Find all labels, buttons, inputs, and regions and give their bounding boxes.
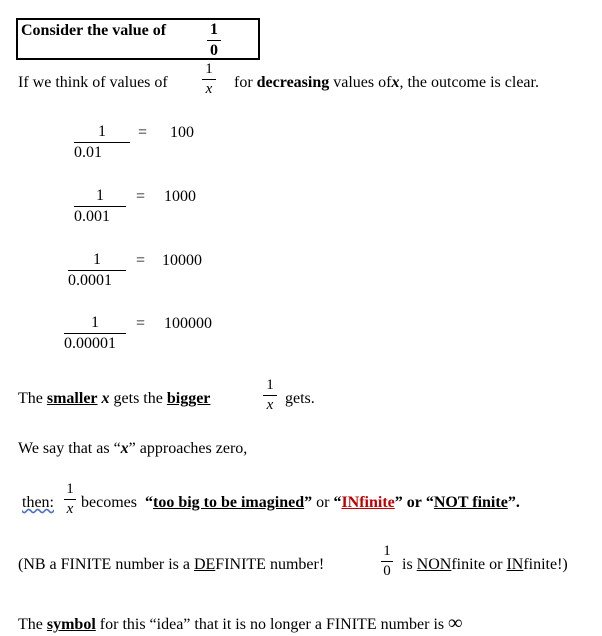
example-3-fraction: [68, 252, 126, 289]
nb-finite-rest: FINITE number!: [215, 556, 325, 573]
nb-non: NON: [416, 556, 452, 573]
heading-frac-num: 1: [210, 21, 218, 38]
approach-post: ” approaches zero,: [128, 440, 248, 457]
then-fraction: [64, 482, 76, 517]
smaller-post: gets.: [285, 390, 315, 407]
then-frac-bar: [64, 499, 76, 500]
smaller-bigger-line: [18, 390, 210, 408]
smaller-frac-den: x: [266, 397, 274, 413]
nb-pre: (NB a FINITE number is a: [18, 556, 190, 573]
then-q3-open: “: [425, 494, 434, 511]
approach-line: [18, 440, 247, 458]
infinite-rest: finite: [359, 494, 395, 511]
heading-text: Consider the value of: [21, 22, 167, 39]
example-4-result: 100000: [164, 315, 212, 332]
example-2-bar: [74, 206, 126, 207]
example-3-den: 0.0001: [68, 272, 112, 289]
intro-post2: , the outcome is clear.: [399, 74, 539, 91]
example-2-eq: =: [136, 188, 146, 205]
heading-frac-bar: [207, 40, 221, 41]
symbol-pre: The: [18, 616, 43, 633]
smaller-fraction: [263, 378, 277, 413]
symbol-word: symbol: [46, 616, 96, 633]
smaller-pre: The: [18, 390, 43, 407]
symbol-line: [18, 612, 462, 635]
smaller-x: x: [101, 390, 110, 407]
then-q2-open: “: [333, 494, 342, 511]
heading-fraction: [207, 22, 221, 59]
example-3-num: 1: [93, 251, 101, 268]
example-1-fraction: [74, 124, 130, 161]
too-big-text: too big to be imagined: [152, 494, 305, 511]
then-frac-num: 1: [66, 481, 74, 497]
heading-frac-den: 0: [210, 42, 218, 59]
intro-fraction: [202, 62, 216, 97]
then-or1: or: [316, 494, 330, 511]
smaller-word: smaller: [46, 390, 98, 407]
approach-x: x: [120, 440, 129, 457]
example-1-bar: [74, 142, 130, 143]
intro-frac-num: 1: [205, 61, 213, 77]
nb-line: [18, 556, 324, 574]
smaller-frac-num: 1: [266, 377, 274, 393]
smaller-frac-bar: [263, 395, 277, 396]
nb-inrest: finite!): [523, 556, 568, 573]
nb-frac-num: 1: [383, 543, 391, 559]
infinite-in: IN: [341, 494, 360, 511]
symbol-post: for this “idea” that it is no longer a FINITE number is: [99, 616, 445, 633]
intro-pre: If we think of values of: [18, 74, 168, 91]
nb-frac-den: 0: [383, 563, 391, 579]
then-word: then:: [22, 494, 54, 511]
then-line-rest: [81, 494, 520, 512]
nb-fraction: [381, 544, 393, 579]
example-1-result: 100: [170, 124, 194, 141]
nb-line-rest: [402, 556, 568, 574]
nb-nonrest: finite or: [451, 556, 503, 573]
then-or2: or: [406, 494, 422, 511]
example-4-den: 0.00001: [64, 335, 116, 352]
example-4-num: 1: [91, 314, 99, 331]
intro-line: [18, 74, 168, 92]
nb-is: is: [402, 556, 413, 573]
example-3-result: 10000: [162, 252, 202, 269]
nb-frac-bar: [381, 561, 393, 562]
then-q3-close: ”.: [507, 494, 520, 511]
then-frac-den: x: [66, 501, 74, 517]
smaller-mid: gets the: [113, 390, 163, 407]
intro-decreasing: decreasing: [256, 74, 330, 91]
bigger-word: bigger: [166, 390, 211, 407]
example-3-eq: =: [136, 252, 146, 269]
intro-frac-bar: [202, 79, 216, 80]
example-3-bar: [68, 270, 126, 271]
example-4-eq: =: [136, 315, 146, 332]
then-becomes: becomes: [81, 494, 137, 511]
then-q2-close: ”: [394, 494, 403, 511]
intro-frac-den: x: [205, 81, 213, 97]
then-q1-close: ”: [304, 494, 313, 511]
example-2-fraction: [74, 188, 126, 225]
not-finite-text: NOT finite: [433, 494, 508, 511]
example-4-bar: [64, 333, 126, 334]
intro-x: x: [391, 74, 400, 91]
infinity-symbol: ∞: [448, 612, 463, 634]
example-1-eq: =: [138, 124, 148, 141]
example-1-den: 0.01: [74, 144, 102, 161]
intro-line-rest: [234, 74, 539, 92]
example-2-den: 0.001: [74, 208, 110, 225]
intro-mid: for: [234, 74, 253, 91]
intro-post1: values of: [333, 74, 392, 91]
example-2-num: 1: [96, 187, 104, 204]
example-2-result: 1000: [164, 188, 196, 205]
approach-pre: We say that as “: [18, 440, 121, 457]
then-q1-open: “: [144, 494, 153, 511]
nb-de: DE: [193, 556, 216, 573]
example-4-fraction: [64, 315, 126, 352]
nb-in: IN: [506, 556, 524, 573]
example-1-num: 1: [98, 123, 106, 140]
